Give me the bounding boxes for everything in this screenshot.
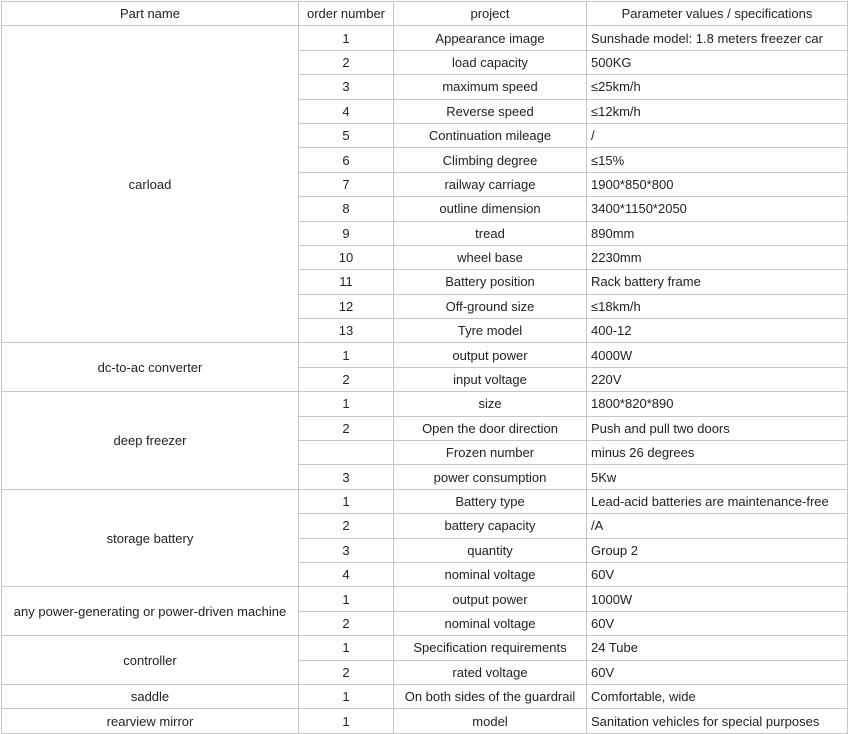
spec-body [2, 26, 848, 733]
header-order-number: order number [299, 2, 394, 26]
project-cell: output power [394, 587, 587, 611]
project-cell: nominal voltage [394, 611, 587, 635]
project-cell: Open the door direction [394, 416, 587, 440]
part-name-cell: storage battery [2, 489, 299, 587]
order-number-cell: 1 [299, 392, 394, 416]
project-cell: battery capacity [394, 514, 587, 538]
order-number-cell: 9 [299, 221, 394, 245]
header-project: project [394, 2, 587, 26]
project-cell: Climbing degree [394, 148, 587, 172]
parameter-value-cell: Sunshade model: 1.8 meters freezer car [587, 26, 848, 50]
parameter-value-cell: Comfortable, wide [587, 684, 848, 708]
order-number-cell: 1 [299, 636, 394, 660]
header-row [2, 2, 848, 26]
table-row [2, 709, 848, 733]
parameter-value-cell: 3400*1150*2050 [587, 197, 848, 221]
order-number-cell: 8 [299, 197, 394, 221]
project-cell: railway carriage [394, 172, 587, 196]
parameter-value-cell: 1800*820*890 [587, 392, 848, 416]
parameter-value-cell: 1000W [587, 587, 848, 611]
project-cell: load capacity [394, 50, 587, 74]
spec-table [1, 1, 848, 734]
order-number-cell: 1 [299, 587, 394, 611]
parameter-value-cell: 60V [587, 660, 848, 684]
parameter-value-cell: 890mm [587, 221, 848, 245]
header-part-name: Part name [2, 2, 299, 26]
table-row [2, 343, 848, 367]
project-cell: On both sides of the guardrail [394, 684, 587, 708]
order-number-cell: 12 [299, 294, 394, 318]
parameter-value-cell: / [587, 123, 848, 147]
parameter-value-cell: ≤25km/h [587, 75, 848, 99]
part-name-cell: any power-generating or power-driven machine [2, 587, 299, 636]
project-cell: quantity [394, 538, 587, 562]
project-cell: size [394, 392, 587, 416]
project-cell: outline dimension [394, 197, 587, 221]
parameter-value-cell: ≤15% [587, 148, 848, 172]
project-cell: Battery position [394, 270, 587, 294]
order-number-cell [299, 441, 394, 465]
parameter-value-cell: 1900*850*800 [587, 172, 848, 196]
parameter-value-cell: /A [587, 514, 848, 538]
parameter-value-cell: Push and pull two doors [587, 416, 848, 440]
order-number-cell: 13 [299, 319, 394, 343]
order-number-cell: 2 [299, 611, 394, 635]
parameter-value-cell: 500KG [587, 50, 848, 74]
part-name-cell: controller [2, 636, 299, 685]
parameter-value-cell: 2230mm [587, 245, 848, 269]
order-number-cell: 1 [299, 709, 394, 733]
part-name-cell: deep freezer [2, 392, 299, 490]
parameter-value-cell: 60V [587, 611, 848, 635]
project-cell: maximum speed [394, 75, 587, 99]
order-number-cell: 1 [299, 684, 394, 708]
parameter-value-cell: Group 2 [587, 538, 848, 562]
project-cell: rated voltage [394, 660, 587, 684]
project-cell: Reverse speed [394, 99, 587, 123]
order-number-cell: 5 [299, 123, 394, 147]
order-number-cell: 3 [299, 538, 394, 562]
project-cell: input voltage [394, 367, 587, 391]
project-cell: tread [394, 221, 587, 245]
parameter-value-cell: Lead-acid batteries are maintenance-free [587, 489, 848, 513]
table-row [2, 684, 848, 708]
project-cell: model [394, 709, 587, 733]
parameter-value-cell: ≤12km/h [587, 99, 848, 123]
table-row [2, 392, 848, 416]
project-cell: wheel base [394, 245, 587, 269]
order-number-cell: 1 [299, 26, 394, 50]
order-number-cell: 4 [299, 562, 394, 586]
part-name-cell: saddle [2, 684, 299, 708]
part-name-cell: carload [2, 26, 299, 343]
order-number-cell: 2 [299, 50, 394, 74]
project-cell: power consumption [394, 465, 587, 489]
project-cell: Specification requirements [394, 636, 587, 660]
order-number-cell: 2 [299, 416, 394, 440]
order-number-cell: 1 [299, 343, 394, 367]
order-number-cell: 10 [299, 245, 394, 269]
order-number-cell: 4 [299, 99, 394, 123]
project-cell: nominal voltage [394, 562, 587, 586]
parameter-value-cell: 60V [587, 562, 848, 586]
project-cell: output power [394, 343, 587, 367]
parameter-value-cell: Sanitation vehicles for special purposes [587, 709, 848, 733]
parameter-value-cell: ≤18km/h [587, 294, 848, 318]
project-cell: Appearance image [394, 26, 587, 50]
table-row [2, 26, 848, 50]
header-parameters: Parameter values / specifications [587, 2, 848, 26]
project-cell: Continuation mileage [394, 123, 587, 147]
parameter-value-cell: 24 Tube [587, 636, 848, 660]
order-number-cell: 6 [299, 148, 394, 172]
order-number-cell: 3 [299, 465, 394, 489]
table-row [2, 636, 848, 660]
project-cell: Off-ground size [394, 294, 587, 318]
parameter-value-cell: 4000W [587, 343, 848, 367]
order-number-cell: 7 [299, 172, 394, 196]
order-number-cell: 2 [299, 367, 394, 391]
part-name-cell: dc-to-ac converter [2, 343, 299, 392]
parameter-value-cell: 5Kw [587, 465, 848, 489]
project-cell: Battery type [394, 489, 587, 513]
parameter-value-cell: Rack battery frame [587, 270, 848, 294]
table-row [2, 587, 848, 611]
order-number-cell: 1 [299, 489, 394, 513]
table-row [2, 489, 848, 513]
parameter-value-cell: 400-12 [587, 319, 848, 343]
order-number-cell: 3 [299, 75, 394, 99]
order-number-cell: 11 [299, 270, 394, 294]
project-cell: Frozen number [394, 441, 587, 465]
order-number-cell: 2 [299, 514, 394, 538]
parameter-value-cell: minus 26 degrees [587, 441, 848, 465]
order-number-cell: 2 [299, 660, 394, 684]
parameter-value-cell: 220V [587, 367, 848, 391]
project-cell: Tyre model [394, 319, 587, 343]
part-name-cell: rearview mirror [2, 709, 299, 733]
